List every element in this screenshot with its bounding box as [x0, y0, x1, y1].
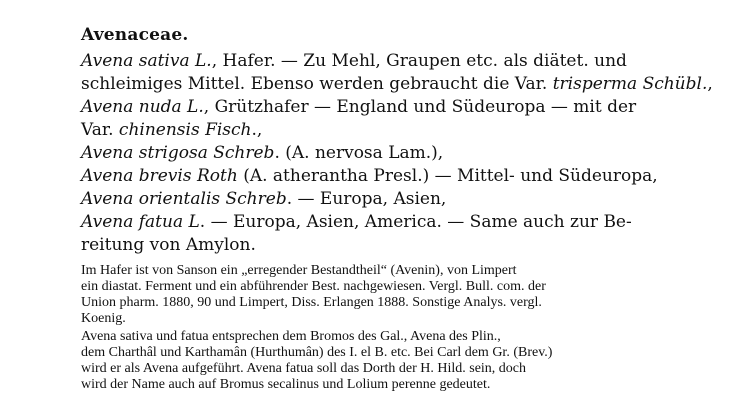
entry-text: . (A. nervosa Lam.),: [274, 143, 444, 163]
note-line: ein diastat. Ferment und ein abführender Best. nachgewiesen. Vergl. Bull. com. der: [81, 279, 546, 294]
entry-continuation: [81, 73, 720, 95]
taxon-name: Avena fatua L: [81, 212, 200, 232]
entry-text: (A. atherantha Presl.) — Mittel- und Südeuropa,: [237, 166, 658, 186]
entry-text: schleimiges Mittel. Ebenso werden gebraucht die Var.: [81, 74, 553, 94]
note-line: wird er als Avena aufgeführt. Avena fatua soll das Dorth der H. Hild. sein, doch: [81, 361, 527, 376]
entry-avena-brevis: [81, 165, 720, 187]
entry-text: , Hafer. — Zu Mehl, Graupen etc. als diätet. und: [211, 51, 627, 71]
entry-text: reitung von Amylon.: [81, 235, 256, 255]
taxon-name: Avena sativa L.: [81, 51, 212, 71]
entry-avena-strigosa: [81, 142, 720, 164]
note-line: dem Charthâl und Karthamân (Hurthumân) des I. el B. etc. Bei Carl dem Gr. (Brev.): [81, 345, 553, 360]
entry-text: .,: [251, 120, 263, 140]
entry-text: , Grützhafer — England und Südeuropa — mit der: [203, 97, 637, 117]
note-line: Avena sativa und fatua entsprechen dem Bromos des Gal., Avena des Plin.,: [81, 329, 501, 344]
note-line: Im Hafer ist von Sanson ein „erregender Bestandtheil“ (Avenin), von Limpert: [81, 263, 517, 278]
entry-continuation: [81, 119, 720, 141]
taxon-name: trisperma Schübl.: [552, 74, 708, 94]
taxon-name: Avena brevis Roth: [81, 166, 238, 186]
note-line: Union pharm. 1880, 90 und Limpert, Diss. Erlangen 1888. Sonstige Analys. vergl.: [81, 295, 542, 310]
entry-text: . — Europa, Asien,: [286, 189, 447, 209]
entry-continuation: [81, 234, 720, 256]
entry-avena-fatua: [81, 211, 720, 233]
taxon-name: Avena orientalis Schreb: [81, 189, 287, 209]
entry-text: ,: [707, 74, 713, 94]
entry-avena-nuda: [81, 96, 720, 118]
note-line: wird der Name auch auf Bromus secalinus und Lolium perenne gedeutet.: [81, 377, 491, 392]
section-heading: Avenaceae.: [81, 25, 189, 45]
note-line: Koenig.: [81, 311, 126, 326]
entry-text: . — Europa, Asien, America. — Same auch zur Be-: [199, 212, 632, 232]
entry-avena-sativa: [81, 50, 720, 72]
taxon-name: chinensis Fisch: [118, 120, 252, 140]
taxon-name: Avena strigosa Schreb: [81, 143, 275, 163]
taxon-name: Avena nuda L.: [81, 97, 204, 117]
entry-text: Var.: [81, 120, 119, 140]
entry-avena-orientalis: [81, 188, 720, 210]
